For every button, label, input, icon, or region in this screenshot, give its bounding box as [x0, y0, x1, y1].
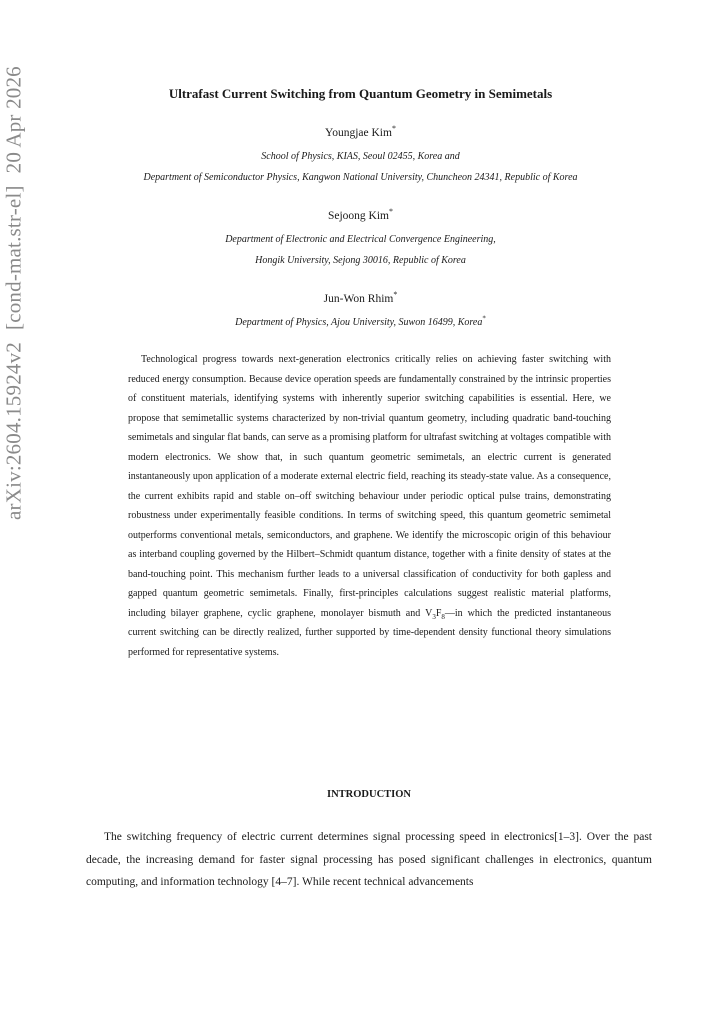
formula-subscript: 8	[441, 612, 445, 621]
author-2	[0, 207, 721, 222]
arxiv-id: arXiv:2604.15924v2	[1, 342, 26, 520]
chemical-formula	[425, 608, 445, 619]
introduction-paragraph: The switching frequency of electric current determines signal processing speed in electronics[1–3]. Over the past decade, the increasing demand for faster signal processing has posed significant challenges in electronics, quantum computing, and information technology [4–7]. While recent technical advancements	[86, 831, 652, 888]
arxiv-date: 20 Apr 2026	[1, 66, 26, 174]
formula-subscript: 3	[432, 612, 436, 621]
affiliation-line: School of Physics, KIAS, Seoul 02455, Korea and	[261, 151, 460, 162]
paper-title: Ultrafast Current Switching from Quantum Geometry in Semimetals	[168, 86, 553, 101]
affiliation-marker: *	[482, 314, 486, 323]
author-marker: *	[391, 124, 396, 134]
author-1	[0, 124, 721, 139]
affiliation-line	[0, 314, 721, 328]
formula-element: F	[435, 607, 442, 619]
affiliation-line: Department of Electronic and Electrical Convergence Engineering,	[225, 234, 496, 245]
arxiv-category: [cond-mat.str-el]	[1, 185, 26, 330]
author-name: Jun-Won Rhim	[323, 293, 394, 305]
author-name: Youngjae Kim	[325, 127, 392, 139]
formula-element: V	[425, 607, 433, 619]
abstract	[128, 350, 611, 662]
author-marker: *	[393, 290, 398, 300]
abstract-text: Technological progress towards next-generation electronics critically relies on achieving faster switching with reduced energy consumption. Because device operation speeds are fundamentally constrained by the intrinsic properties of constituent materials, identifying systems with inherently superior switching capabilities is essential. Here, we propose that semimetallic systems characterized by non-trivial quantum geometry, including quadratic band-touching semimetals and singular flat bands, can serve as a promising platform for ultrafast switching at voltages compatible with modern electronics. We show that, in such quantum geometric semimetals, an electric current is generated instantaneously upon application of a moderate external electric field, reaching its steady-state value. As a consequence, the current exhibits rapid and stable on–off switching behaviour under periodic optical pulse trains, demonstrating robustness under experimentally feasible conditions. In terms of switching speed, this quantum geometric semimetal outperforms conventional metals, semiconductors, and graphene. We identify the microscopic origin of this behaviour as interband coupling governed by the Hilbert–Schmidt quantum distance, together with a finite density of states at the band-touching point. This mechanism further leads to a universal classification of conductivity for both gapless and gapped quantum geometric semimetals. Finally, first-principles calculations suggest realistic material platforms, including bilayer graphene, cyclic graphene, monolayer bismuth and	[128, 354, 611, 619]
affiliation-line: Department of Semiconductor Physics, Kangwon National University, Chuncheon 24341, Republic of Korea	[143, 172, 578, 183]
affiliation-text: Department of Physics, Ajou University, Suwon 16499, Korea	[235, 317, 483, 328]
section-heading-introduction: INTRODUCTION	[326, 789, 411, 800]
affiliation-line: Hongik University, Sejong 30016, Republic of Korea	[255, 255, 466, 266]
author-3	[0, 290, 721, 305]
author-marker: *	[389, 207, 393, 217]
author-name: Sejoong Kim	[327, 210, 389, 222]
abstract-text: —in which the predicted instantaneous current switching can be directly realized, further supported by time-dependent density functional theory simulations performed for representative systems.	[128, 607, 612, 658]
